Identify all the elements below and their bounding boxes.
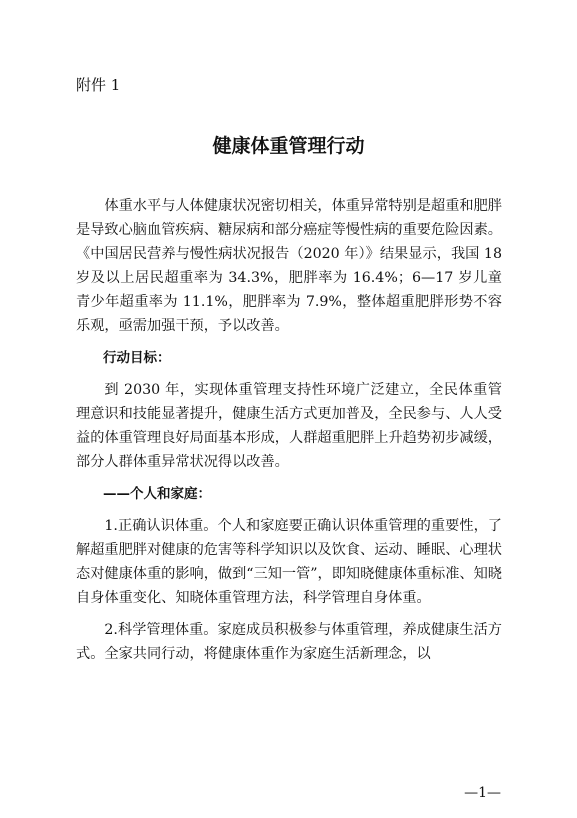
- attachment-label: 附件 1: [76, 76, 121, 94]
- body-paragraph: 到 2030 年，实现体重管理支持性环境广泛建立，全民体重管理意识和技能显著提升，健康生活方式更加普及，全民参与、人人受益的体重管理良好局面基本形成，人群超重肥胖上升趋势初步减缓，部分人群体重异常状况得以改善。: [76, 382, 502, 470]
- document-body: [76, 194, 502, 674]
- section-heading: 行动目标：: [103, 350, 171, 366]
- page-number: —1—: [464, 785, 501, 801]
- body-paragraph: 1.正确认识体重。个人和家庭要正确认识体重管理的重要性，了解超重肥胖对健康的危害等科学知识以及饮食、运动、睡眠、心理状态对健康体重的影响，做到“三知一管”，即知晓健康体重标准、知晓自身体重变化、知晓体重管理方法，科学管理自身体重。: [76, 518, 502, 606]
- section-heading: ——个人和家庭：: [103, 486, 211, 502]
- body-paragraph: 2.科学管理体重。家庭成员积极参与体重管理，养成健康生活方式。全家共同行动，将健康体重作为家庭生活新理念，以: [76, 622, 502, 662]
- body-paragraph: 体重水平与人体健康状况密切相关，体重异常特别是超重和肥胖是导致心脑血管疾病、糖尿病和部分癌症等慢性病的重要危险因素。《中国居民营养与慢性病状况报告（2020 年）》结果显示，我国 18 岁及以上居民超重率为 34.3%，肥胖率为 16.4%；6—17 岁儿童青少年超重率为 11.1%，肥胖率为 7.9%，整体超重肥胖形势不容乐观，亟需加强干预，予以改善。: [76, 198, 502, 334]
- document-title: 健康体重管理行动: [212, 135, 365, 157]
